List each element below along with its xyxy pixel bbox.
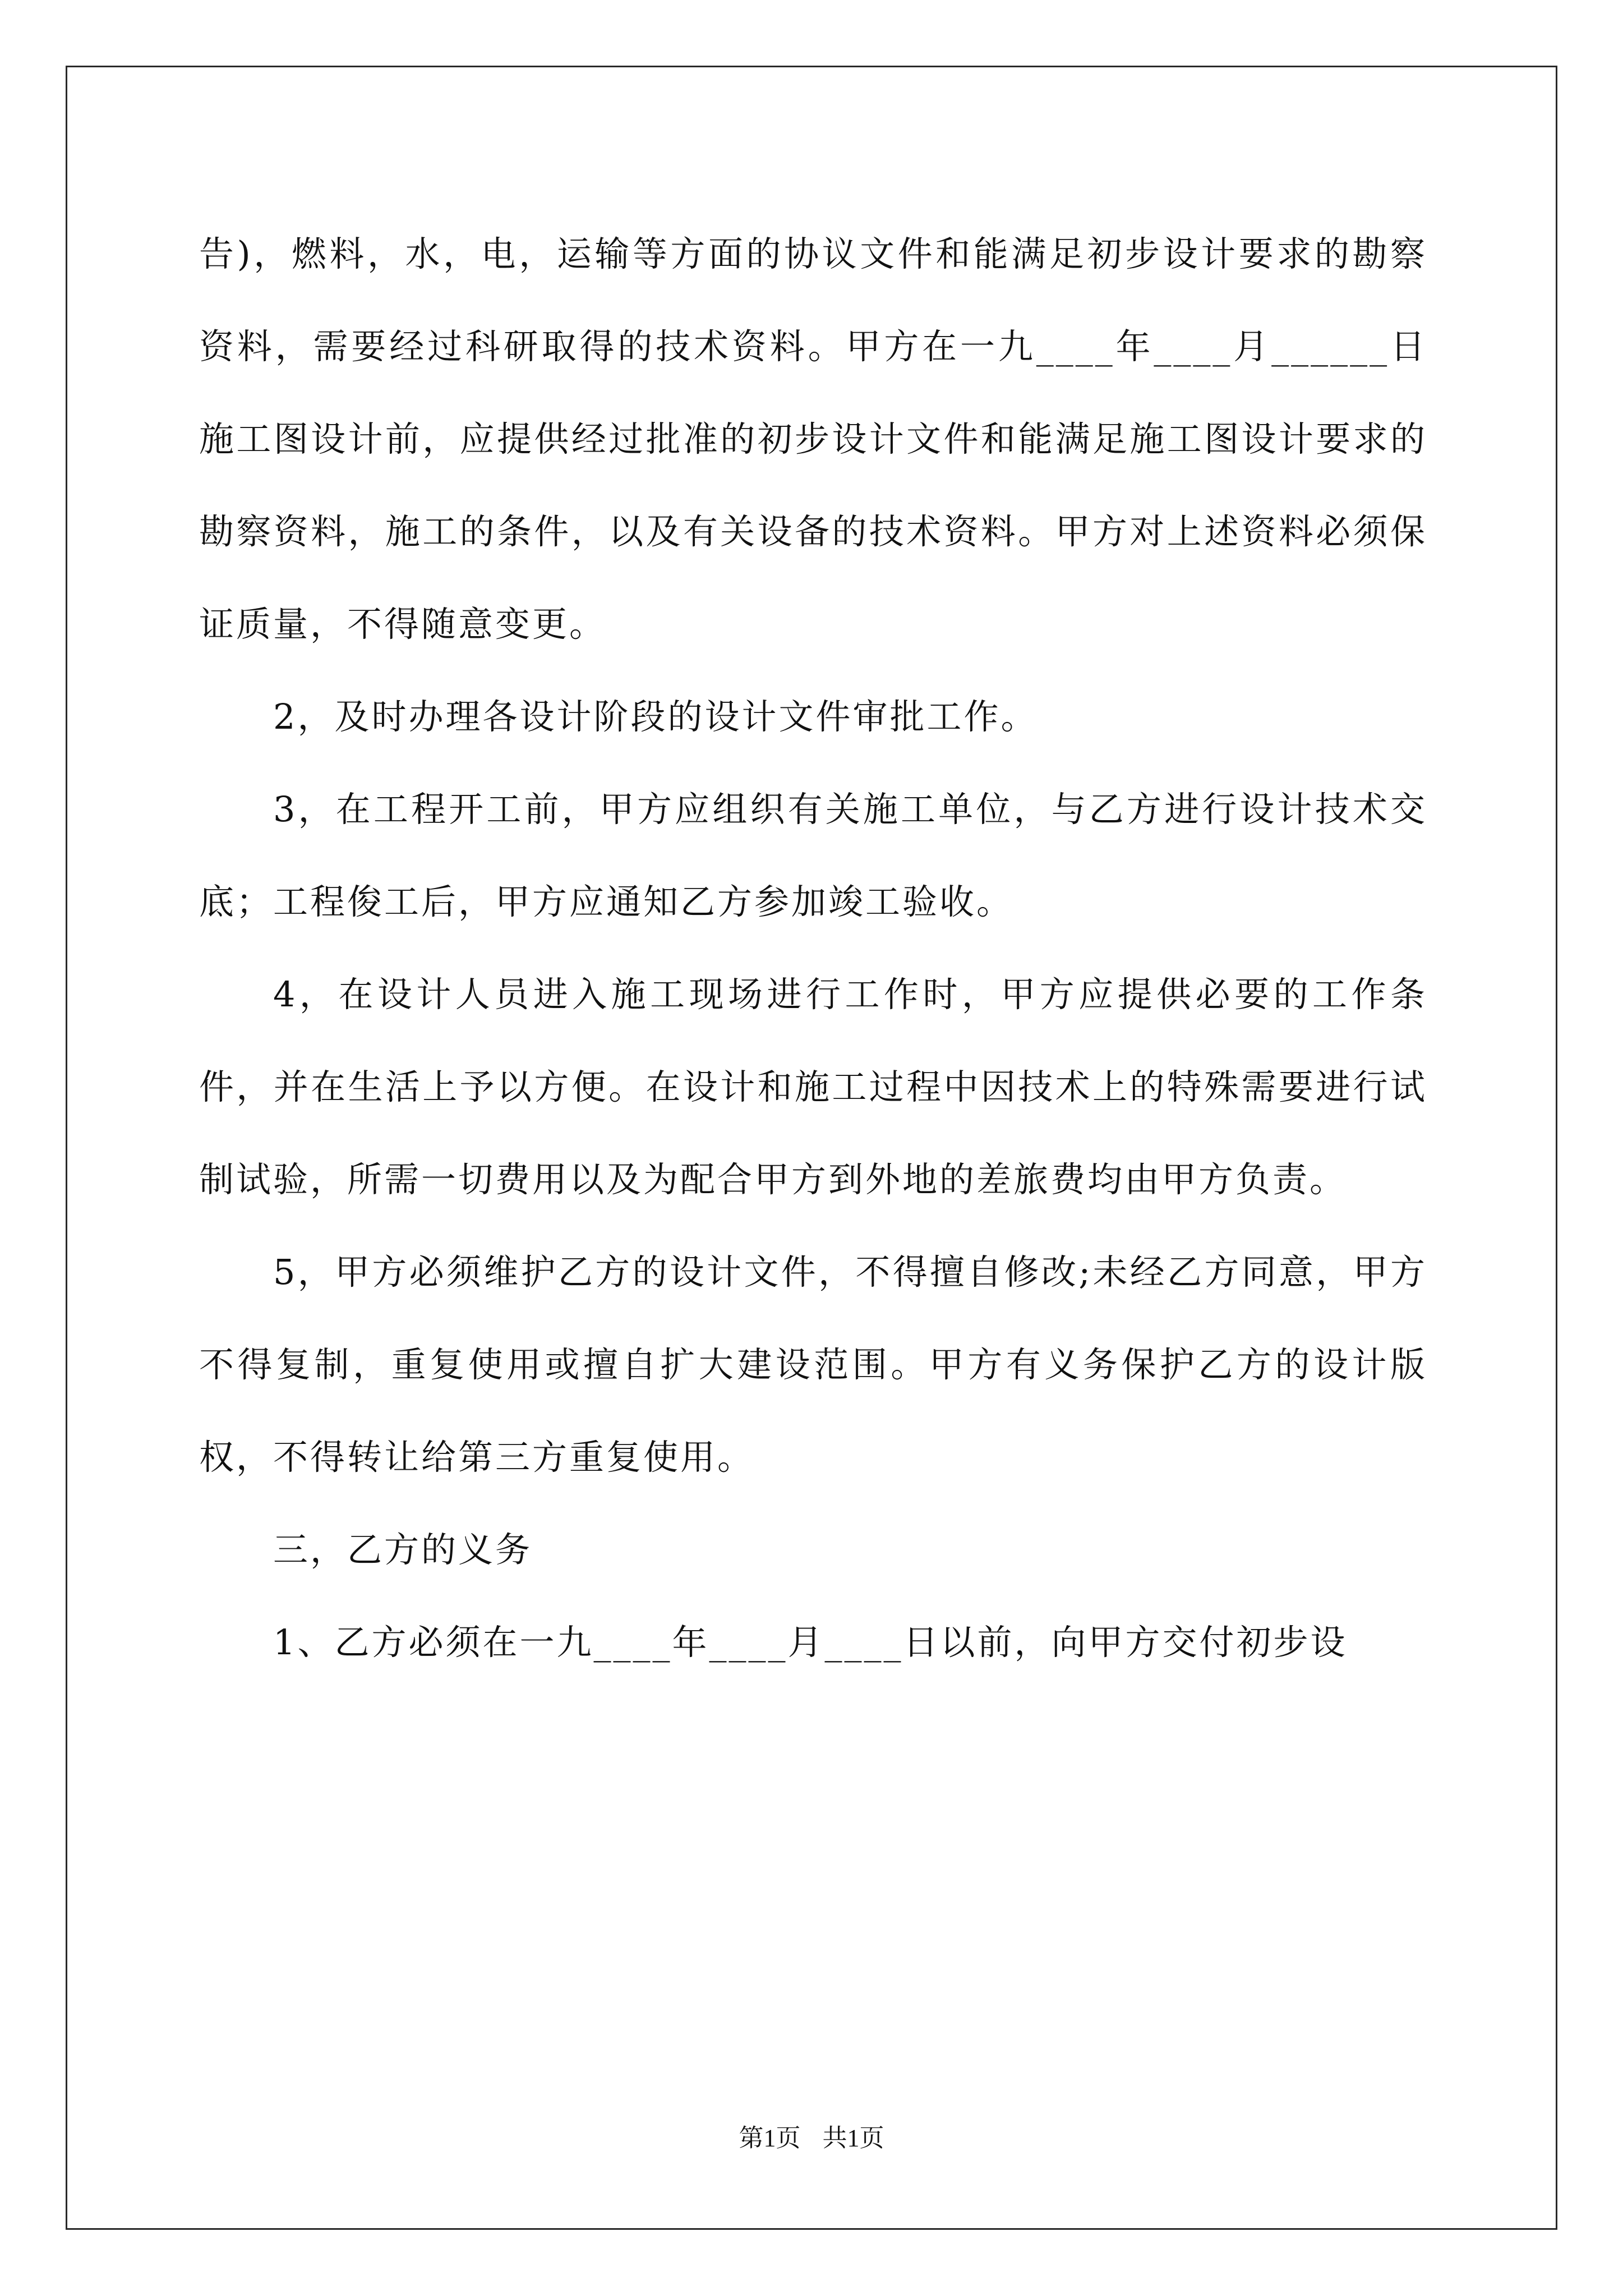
page-number: 第1页 [739,2124,801,2152]
page-footer [0,2122,1623,2155]
paragraph-3: 3，在工程开工前，甲方应组织有关施工单位，与乙方进行设计技术交底；工程俊工后，甲方应通知乙方参加竣工验收。 [199,789,1427,922]
paragraph-2: 2，及时办理各设计阶段的设计文件审批工作。 [273,696,1038,737]
section-heading-party-b-obligations: 三，乙方的义务 [273,1529,533,1570]
paragraph-7: 1、乙方必须在一九____年____月____日以前，向甲方交付初步设 [273,1622,1348,1663]
paragraph-1: 告)，燃料，水，电，运输等方面的协议文件和能满足初步设计要求的勘察资料，需要经过科研取得的技术资料。甲方在一九____年____月______日施工图设计前，应提供经过批准的初步设计文件和能满足施工图设计要求的勘察资料，施工的条件，以及有关设备的技术资料。甲方对上述资料必须保证质量，不得随意变更。 [199,233,1427,645]
paragraph-5: 5，甲方必须维护乙方的设计文件，不得擅自修改;未经乙方同意，甲方不得复制，重复使用或擅自扩大建设范围。甲方有义务保护乙方的设计版权，不得转让给第三方重复使用。 [199,1251,1427,1478]
paragraph-4: 4，在设计人员进入施工现场进行工作时，甲方应提供必要的工作条件，并在生活上予以方便。在设计和施工过程中因技术上的特殊需要进行试制试验，所需一切费用以及为配合甲方到外地的差旅费均由甲方负责。 [199,974,1427,1200]
document-body [199,208,1427,1688]
page-total: 共1页 [822,2124,884,2152]
